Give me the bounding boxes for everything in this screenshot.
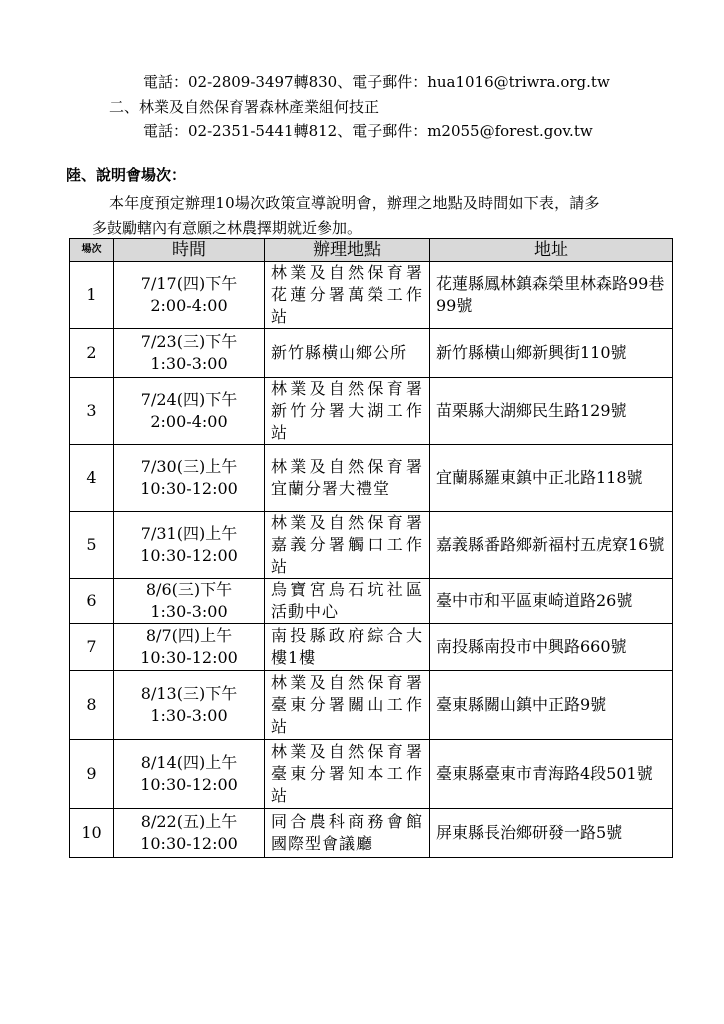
session-address: 屏東縣長治鄉研發一路5號	[430, 809, 673, 858]
session-no: 6	[70, 579, 114, 624]
session-time	[114, 671, 265, 740]
session-date: 8/13(三)下午	[140, 684, 238, 703]
session-date: 7/31(四)上午	[140, 524, 238, 543]
table-row	[70, 624, 673, 671]
session-date: 8/14(四)上午	[140, 753, 238, 772]
session-hours: 10:30-12:00	[140, 775, 238, 794]
session-no: 7	[70, 624, 114, 671]
session-date: 7/23(三)下午	[140, 332, 238, 351]
session-date: 7/17(四)下午	[140, 274, 238, 293]
session-hours: 10:30-12:00	[140, 648, 238, 667]
session-venue: 林業及自然保育署嘉義分署觸口工作站	[265, 512, 430, 579]
session-venue: 同合農科商務會館國際型會議廳	[265, 809, 430, 858]
table-row	[70, 445, 673, 512]
table-header-row	[70, 239, 673, 262]
session-hours: 2:00-4:00	[150, 412, 228, 431]
contact-line-2: 電話：02-2351-5441轉812、電子郵件：m2055@forest.gov.tw	[143, 122, 593, 140]
session-address: 臺東縣臺東市青海路4段501號	[430, 740, 673, 809]
session-time	[114, 579, 265, 624]
session-address: 苗栗縣大湖鄉民生路129號	[430, 378, 673, 445]
sessions-table	[69, 238, 673, 858]
session-no: 5	[70, 512, 114, 579]
session-no: 3	[70, 378, 114, 445]
session-address: 宜蘭縣羅東鎮中正北路118號	[430, 445, 673, 512]
session-hours: 10:30-12:00	[140, 834, 238, 853]
table-row	[70, 378, 673, 445]
session-no: 2	[70, 329, 114, 378]
session-date: 7/30(三)上午	[140, 457, 238, 476]
intro-line-2: 多鼓勵轄內有意願之林農擇期就近參加。	[92, 219, 363, 237]
contact-line-1: 電話：02-2809-3497轉830、電子郵件：hua1016@triwra.org.tw	[143, 73, 610, 91]
session-venue: 林業及自然保育署新竹分署大湖工作站	[265, 378, 430, 445]
session-no: 9	[70, 740, 114, 809]
session-hours: 1:30-3:00	[150, 602, 228, 621]
session-date: 8/22(五)上午	[140, 812, 238, 831]
session-address: 嘉義縣番路鄉新福村五虎寮16號	[430, 512, 673, 579]
session-venue: 林業及自然保育署臺東分署關山工作站	[265, 671, 430, 740]
session-no: 10	[70, 809, 114, 858]
header-session-no: 場次	[70, 239, 114, 262]
session-time	[114, 262, 265, 329]
header-time: 時間	[114, 239, 265, 262]
session-time	[114, 624, 265, 671]
session-time	[114, 329, 265, 378]
session-time	[114, 512, 265, 579]
session-date: 8/7(四)上午	[145, 626, 233, 645]
table-row	[70, 512, 673, 579]
session-address: 臺東縣關山鎮中正路9號	[430, 671, 673, 740]
session-date: 7/24(四)下午	[140, 390, 238, 409]
session-hours: 10:30-12:00	[140, 479, 238, 498]
session-address: 新竹縣橫山鄉新興街110號	[430, 329, 673, 378]
session-venue: 林業及自然保育署花蓮分署萬榮工作站	[265, 262, 430, 329]
session-venue: 林業及自然保育署宜蘭分署大禮堂	[265, 445, 430, 512]
session-venue: 林業及自然保育署臺東分署知本工作站	[265, 740, 430, 809]
intro-line-1: 本年度預定辦理10場次政策宣導說明會，辦理之地點及時間如下表，請多	[109, 194, 600, 212]
session-hours: 1:30-3:00	[150, 354, 228, 373]
contact-item-2-title: 二、林業及自然保育署森林產業組何技正	[109, 98, 380, 116]
session-time	[114, 809, 265, 858]
session-date: 8/6(三)下午	[145, 580, 233, 599]
session-hours: 2:00-4:00	[150, 296, 228, 315]
session-address: 花蓮縣鳳林鎮森榮里林森路99巷99號	[430, 262, 673, 329]
session-time	[114, 378, 265, 445]
session-hours: 10:30-12:00	[140, 546, 238, 565]
table-row	[70, 671, 673, 740]
table-row	[70, 329, 673, 378]
section-title: 陸、說明會場次：	[66, 166, 187, 184]
session-time	[114, 445, 265, 512]
session-venue: 南投縣政府綜合大樓1樓	[265, 624, 430, 671]
session-address: 臺中市和平區東崎道路26號	[430, 579, 673, 624]
session-no: 4	[70, 445, 114, 512]
session-address: 南投縣南投市中興路660號	[430, 624, 673, 671]
session-venue: 烏寶宮烏石坑社區活動中心	[265, 579, 430, 624]
session-no: 8	[70, 671, 114, 740]
session-hours: 1:30-3:00	[150, 706, 228, 725]
session-time	[114, 740, 265, 809]
header-venue: 辦理地點	[265, 239, 430, 262]
header-address: 地址	[430, 239, 673, 262]
table-row	[70, 579, 673, 624]
session-venue: 新竹縣橫山鄉公所	[265, 329, 430, 378]
session-no: 1	[70, 262, 114, 329]
table-row	[70, 740, 673, 809]
table-row	[70, 809, 673, 858]
table-row	[70, 262, 673, 329]
